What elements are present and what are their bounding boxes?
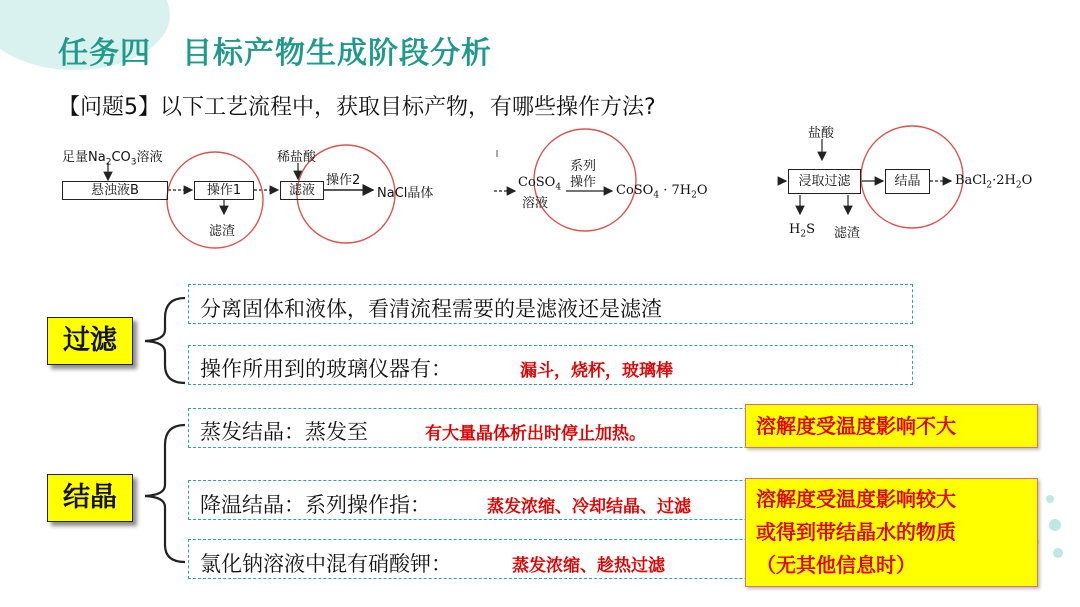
page-title: 任务四 目标产物生成阶段分析 <box>58 36 492 71</box>
note-cooling-line1: 溶解度受温度影响较大 <box>756 487 956 511</box>
flow2-op-line2: 操作 <box>570 175 597 190</box>
note-evaporation: 溶解度受温度影响不大 <box>745 404 1038 448</box>
flow2-start-label: 溶液 <box>522 196 549 211</box>
flow2-op-line1: 系列 <box>570 159 597 174</box>
flow3-leach-box: 浸取过滤 <box>788 169 861 194</box>
flow3-acid: 盐酸 <box>808 126 835 141</box>
flow1-operation1-box: 操作1 <box>194 181 254 200</box>
flow1-filtrate-box: 滤液 <box>280 181 324 200</box>
note-cooling-line2: 或得到带结晶水的物质 <box>756 520 956 544</box>
crystallization-line1-answer: 有大量晶体析出时停止加热。 <box>425 424 646 444</box>
flow3-crystal-box: 结晶 <box>885 169 930 194</box>
crystallization-line3-prefix: 氯化钠溶液中混有硝酸钾： <box>200 552 452 576</box>
flow1-reagent: 足量$Na_2CO_3$溶液 <box>62 150 163 168</box>
flow1-product: NaCl晶体 <box>377 186 434 201</box>
flow2-product: CoSO$_4$ · $7H_2O$ <box>616 183 708 201</box>
note-cooling-line3: （无其他信息时） <box>756 553 916 577</box>
crystallization-line2-prefix: 降温结晶：系列操作指： <box>200 493 431 517</box>
flow3-residue: 滤渣 <box>834 226 861 241</box>
filtration-line2-prefix: 操作所用到的玻璃仪器有： <box>200 357 452 381</box>
crystallization-line2-answer: 蒸发浓缩、冷却结晶、过滤 <box>487 497 691 517</box>
crystallization-line1-prefix: 蒸发结晶：蒸发至 <box>200 420 368 444</box>
crystallization-line3-answer: 蒸发浓缩、趁热过滤 <box>512 556 665 576</box>
filtration-line1: 分离固体和液体，看清流程需要的是滤液还是滤渣 <box>200 297 662 321</box>
flow1-suspension-box: 悬浊液B <box>62 181 168 200</box>
filtration-label: 过滤 <box>47 317 133 365</box>
question-text: 【问题5】以下工艺流程中，获取目标产物，有哪些操作方法? <box>58 95 656 120</box>
flow1-operation2: 操作2 <box>326 173 361 188</box>
crystallization-label: 结晶 <box>47 474 133 522</box>
flow1-acid: 稀盐酸 <box>277 150 317 165</box>
filtration-line2-answer: 漏斗，烧杯，玻璃棒 <box>520 361 673 381</box>
flow1-residue: 滤渣 <box>209 224 236 239</box>
flow2-start-formula: CoSO$_4$ <box>518 175 562 193</box>
flow3-product: $BaCl_2\cdot 2H_2O$ <box>955 173 1033 191</box>
flow3-gas: $H_2S$ <box>789 222 815 240</box>
note-cooling <box>745 478 1038 587</box>
